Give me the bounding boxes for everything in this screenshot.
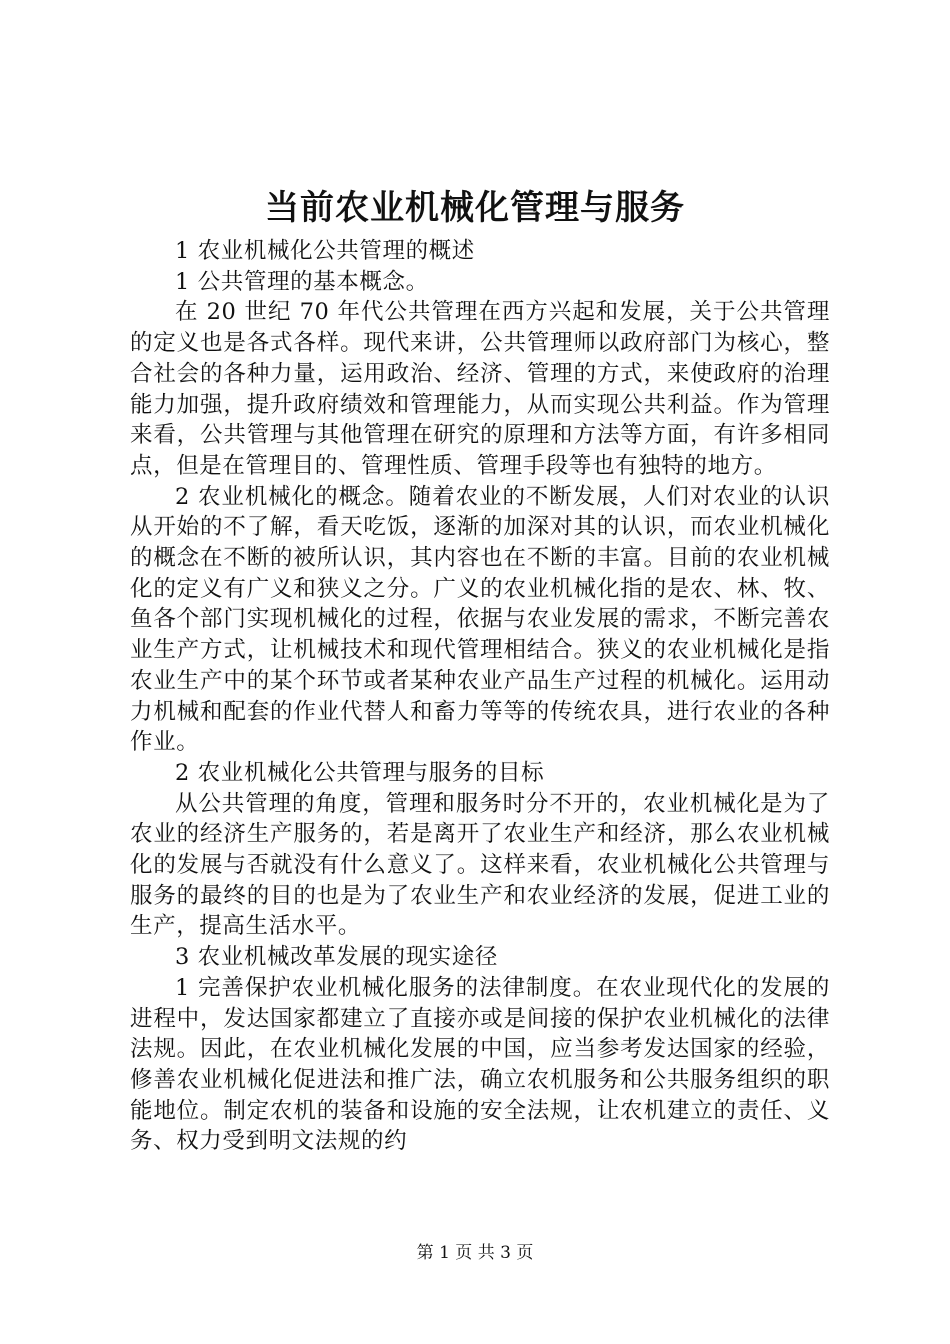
paragraph-legal-system: 1 完善保护农业机械化服务的法律制度。在农业现代化的发展的进程中，发达国家都建立了直接亦或是间接的保护农业机械化的法律法规。因此，在农业机械化发展的中国，应当参考发达国家的经验，修善农业机械化促进法和推广法，确立农机服务和公共服务组织的职能地位。制定农机的装备和设施的安全法规，让农机建立的责任、义务、权力受到明文法规的约 [130,974,830,1155]
section-heading-2: 2 农业机械化公共管理与服务的目标 [175,759,545,786]
paragraph-goals: 从公共管理的角度，管理和服务时分不开的，农业机械化是为了农业的经济生产服务的，若是离开了农业生产和经济，那么农业机械化的发展与否就没有什么意义了。这样来看，农业机械化公共管理与服务的最终的目的也是为了农业生产和农业经济的发展，促进工业的生产，提高生活水平。 [130,790,830,940]
document-title: 当前农业机械化管理与服务 [265,188,685,228]
subsection-heading-1-1: 1 公共管理的基本概念。 [175,268,429,295]
section-heading-3: 3 农业机械改革发展的现实途径 [175,944,498,971]
paragraph-public-management: 在 20 世纪 70 年代公共管理在西方兴起和发展，关于公共管理的定义也是各式各样。现代来讲，公共管理师以政府部门为核心，整合社会的各种力量，运用政治、经济、管理的方式，来使政府的治理能力加强，提升政府绩效和管理能力，从而实现公共利益。作为管理来看，公共管理与其他管理在研究的原理和方法等方面，有许多相同点，但是在管理目的、管理性质、管理手段等也有独特的地方。 [130,299,830,479]
page-number: 第 1 页 共 3 页 [416,1243,534,1263]
section-heading-1: 1 农业机械化公共管理的概述 [175,238,475,264]
document-body [130,236,830,1157]
paragraph-mechanization-concept: 2 农业机械化的概念。随着农业的不断发展，人们对农业的认识从开始的不了解，看天吃饭，逐渐的加深对其的认识，而农业机械化的概念在不断的被所认识，其内容也在不断的丰富。目前的农业机械化的定义有广义和狭义之分。广义的农业机械化指的是农、林、牧、鱼各个部门实现机械化的过程，依据与农业发展的需求，不断完善农业生产方式，让机械技术和现代管理相结合。狭义的农业机械化是指农业生产中的某个环节或者某种农业产品生产过程的机械化。运用动力机械和配套的作业代替人和畜力等等的传统农具，进行农业的各种作业。 [130,483,830,756]
